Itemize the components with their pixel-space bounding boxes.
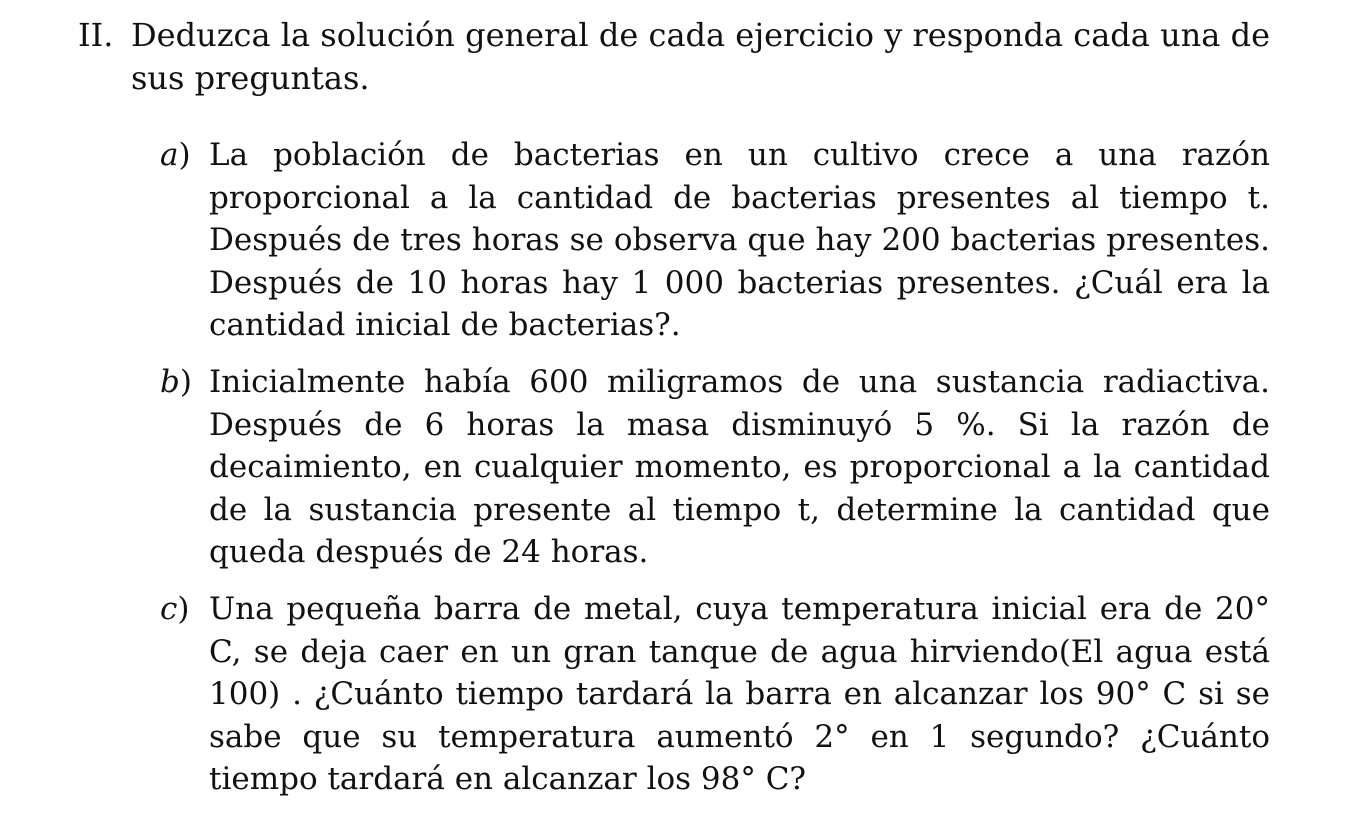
section-instructions: Deduzca la solución general de cada ejercicio y responda cada una de sus preguntas. <box>131 16 1270 97</box>
item-label-b <box>160 361 192 404</box>
item-text-c: Una pequeña barra de metal, cuya temperatura inicial era de 20° C, se deja caer en un gran tanque de agua hirviendo(El agua está 100) . ¿Cuánto tiempo tardará la barra en alcanzar los 90° C si se sabe que su temperatura aumentó 2° en 1 segundo? ¿Cuánto tiempo tardará en alcanzar los 98° C? <box>209 590 1270 798</box>
exercise-list <box>160 134 1270 815</box>
item-text-b: Inicialmente había 600 miligramos de una sustancia radiactiva. Después de 6 horas la masa disminuyó 5 %. Si la razón de decaimiento, en cualquier momento, es proporcional a la cantidad de la sustancia presente al tiempo t, determine la cantidad que queda después de 24 horas. <box>209 363 1270 571</box>
exercise-item-c <box>160 588 1270 801</box>
item-letter-a: a <box>160 137 179 173</box>
item-letter-c: c <box>160 590 178 627</box>
item-text-a: La población de bacterias en un cultivo crece a una razón proporcional a la cantidad de bacterias presentes al tiempo t. Después de tres horas se observa que hay 200 bacterias presentes. Después de 10 horas hay 1 000 bacterias presentes. ¿Cuál era la cantidad inicial de bacterias?. <box>209 137 1270 344</box>
item-paren-c: ) <box>177 590 190 627</box>
item-label-c <box>160 588 189 631</box>
item-paren-a: ) <box>178 137 191 173</box>
exercise-section <box>78 14 1270 100</box>
exercise-item-a <box>160 134 1270 347</box>
item-label-a <box>160 134 191 177</box>
item-paren-b: ) <box>179 363 192 400</box>
item-letter-b: b <box>160 363 180 400</box>
exercise-item-b <box>160 361 1270 574</box>
section-number: II. <box>78 16 114 54</box>
